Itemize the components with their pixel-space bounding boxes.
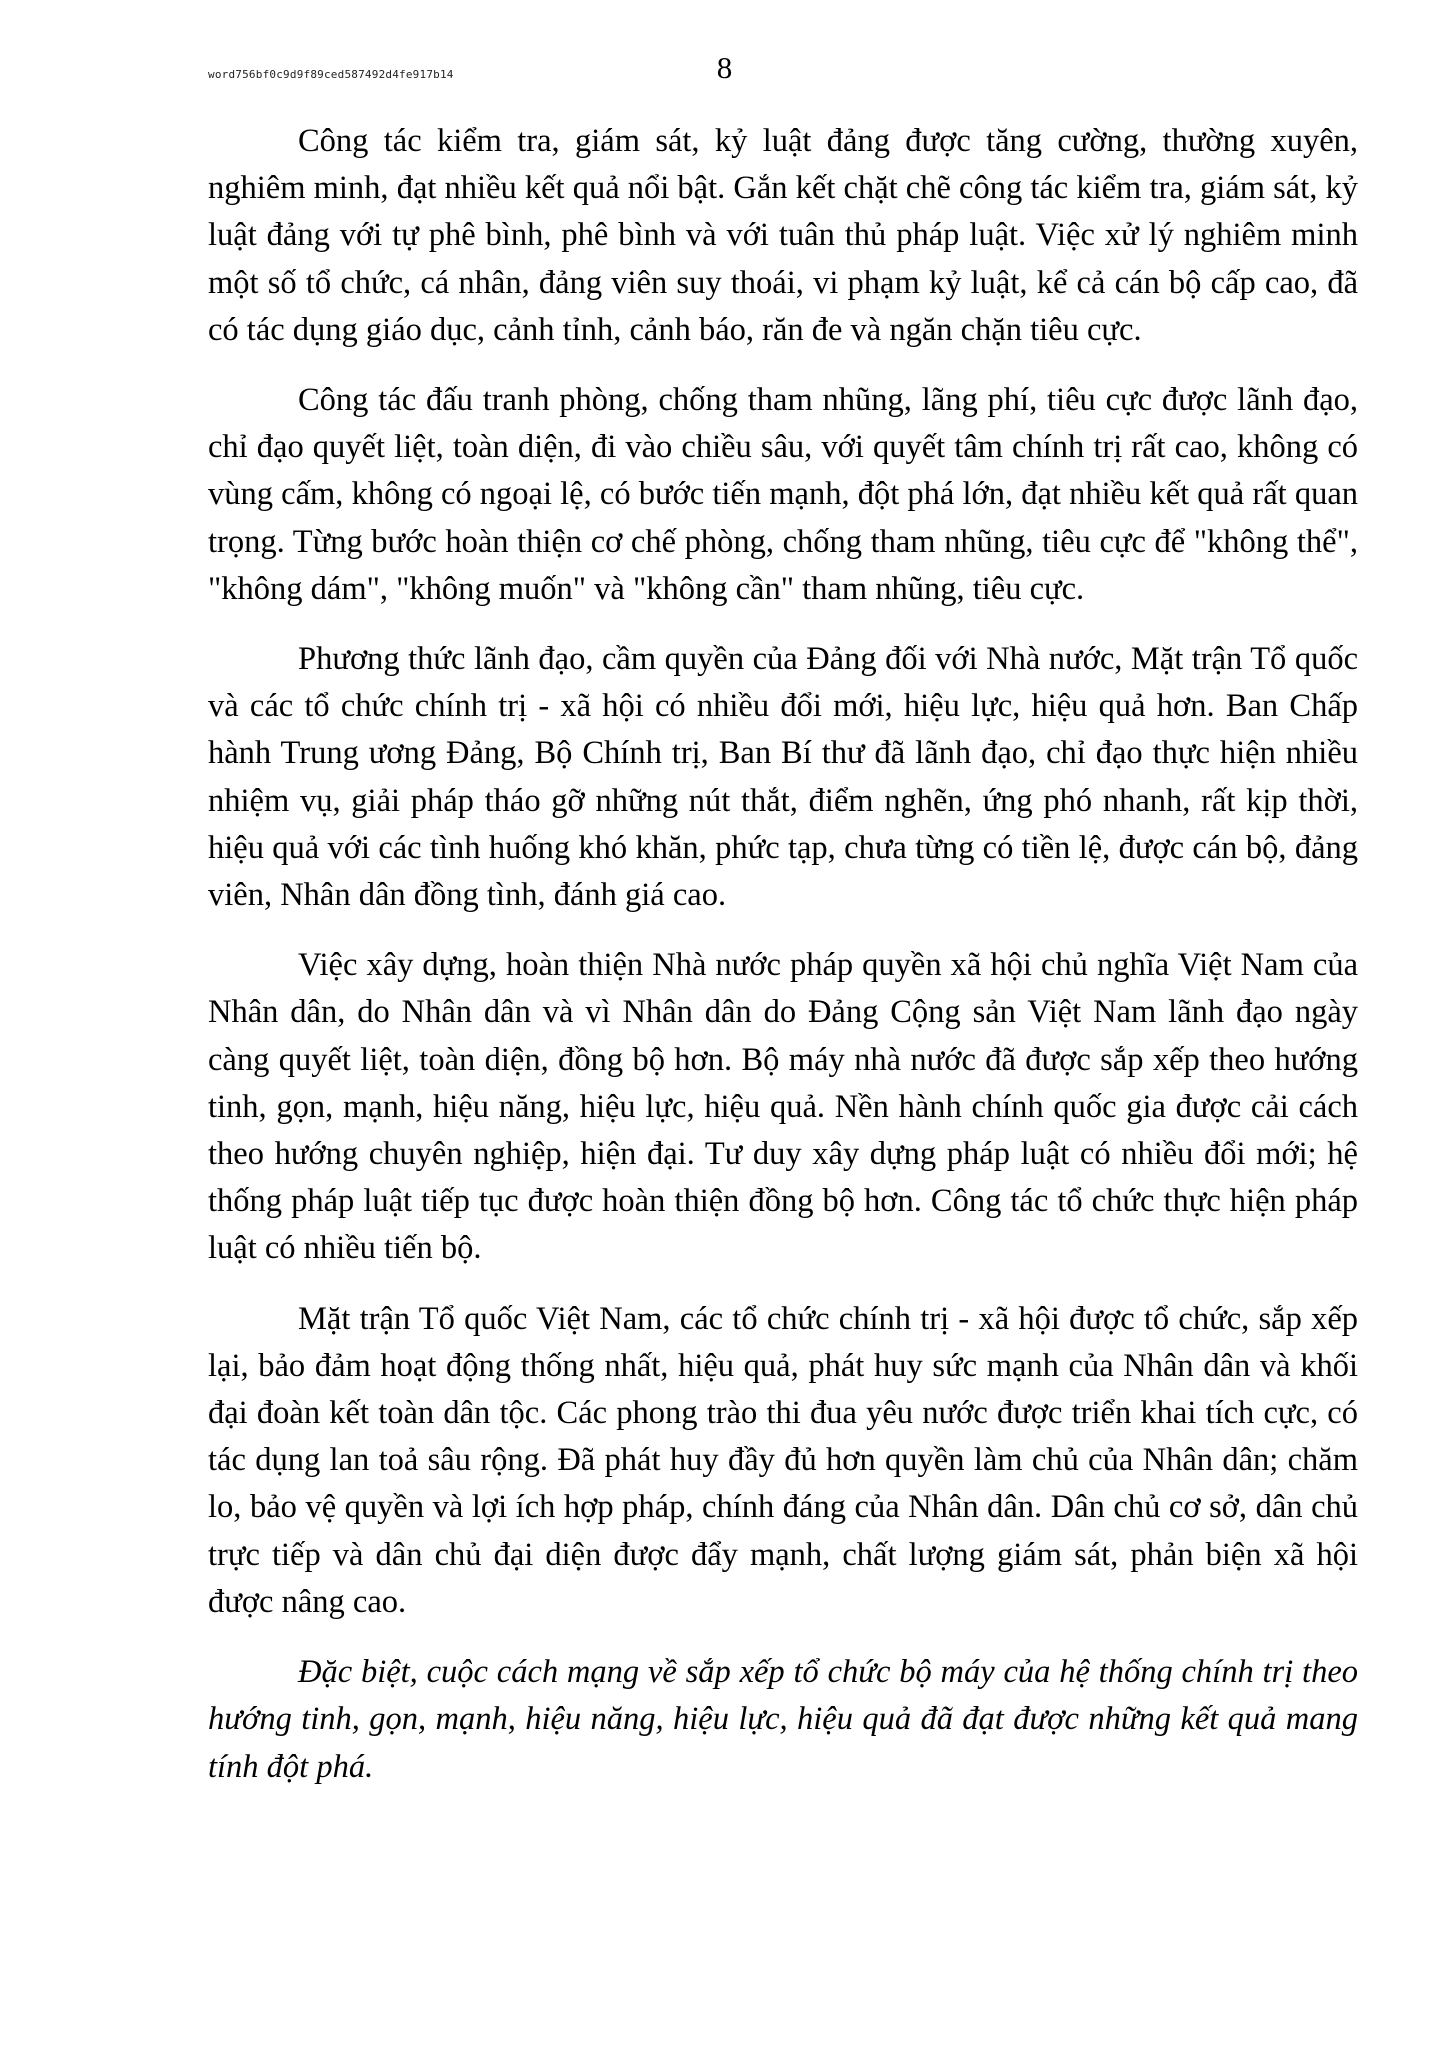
document-id: word756bf0c9d9f89ced587492d4fe917b14 <box>208 68 454 81</box>
paragraph-leadership-method: Phương thức lãnh đạo, cầm quyền của Đảng đối với Nhà nước, Mặt trận Tổ quốc và các tổ chức chính trị - xã hội có nhiều đổi mới, hiệu lực, hiệu quả hơn. Ban Chấp hành Trung ương Đảng, Bộ Chính trị, Ban Bí thư đã lãnh đạo, chỉ đạo thực hiện nhiều nhiệm vụ, giải pháp tháo gỡ những nút thắt, điểm nghẽn, ứng phó nhanh, rất kịp thời, hiệu quả với các tình huống khó khăn, phức tạp, chưa từng có tiền lệ, được cán bộ, đảng viên, Nhân dân đồng tình, đánh giá cao. <box>208 641 1358 914</box>
page-number: 8 <box>716 50 733 85</box>
paragraph-fatherland-front: Mặt trận Tổ quốc Việt Nam, các tổ chức chính trị - xã hội được tổ chức, sắp xếp lại, bảo đảm hoạt động thống nhất, hiệu quả, phát huy sức mạnh của Nhân dân và khối đại đoàn kết toàn dân tộc. Các phong trào thi đua yêu nước được triển khai tích cực, có tác dụng lan toả sâu rộng. Đã phát huy đầy đủ hơn quyền làm chủ của Nhân dân; chăm lo, bảo vệ quyền và lợi ích hợp pháp, chính đáng của Nhân dân. Dân chủ cơ sở, dân chủ trực tiếp và dân chủ đại diện được đẩy mạnh, chất lượng giám sát, phản biện xã hội được nâng cao. <box>208 1300 1358 1620</box>
paragraph-anti-corruption: Công tác đấu tranh phòng, chống tham nhũng, lãng phí, tiêu cực được lãnh đạo, chỉ đạo quyết liệt, toàn diện, đi vào chiều sâu, với quyết tâm chính trị rất cao, không có vùng cấm, không có ngoại lệ, có bước tiến mạnh, đột phá lớn, đạt nhiều kết quả rất quan trọng. Từng bước hoàn thiện cơ chế phòng, chống tham nhũng, tiêu cực để "không thể", "không dám", "không muốn" và "không cần" tham nhũng, tiêu cực. <box>208 382 1358 607</box>
document-body <box>208 118 1358 1814</box>
paragraph-rule-of-law-state: Việc xây dựng, hoàn thiện Nhà nước pháp quyền xã hội chủ nghĩa Việt Nam của Nhân dân, do Nhân dân và vì Nhân dân do Đảng Cộng sản Việt Nam lãnh đạo ngày càng quyết liệt, toàn diện, đồng bộ hơn. Bộ máy nhà nước đã được sắp xếp theo hướng tinh, gọn, mạnh, hiệu năng, hiệu lực, hiệu quả. Nền hành chính quốc gia được cải cách theo hướng chuyên nghiệp, hiện đại. Tư duy xây dựng pháp luật có nhiều đổi mới; hệ thống pháp luật tiếp tục được hoàn thiện đồng bộ hơn. Công tác tổ chức thực hiện pháp luật có nhiều tiến bộ. <box>208 947 1358 1267</box>
paragraph-discipline-inspection: Công tác kiểm tra, giám sát, kỷ luật đảng được tăng cường, thường xuyên, nghiêm minh, đạt nhiều kết quả nổi bật. Gắn kết chặt chẽ công tác kiểm tra, giám sát, kỷ luật đảng với tự phê bình, phê bình và với tuân thủ pháp luật. Việc xử lý nghiêm minh một số tổ chức, cá nhân, đảng viên suy thoái, vi phạm kỷ luật, kể cả cán bộ cấp cao, đã có tác dụng giáo dục, cảnh tỉnh, cảnh báo, răn đe và ngăn chặn tiêu cực. <box>208 123 1358 348</box>
paragraph-special-restructuring: Đặc biệt, cuộc cách mạng về sắp xếp tổ chức bộ máy của hệ thống chính trị theo hướng tinh, gọn, mạnh, hiệu năng, hiệu lực, hiệu quả đã đạt được những kết quả mang tính đột phá. <box>208 1654 1358 1785</box>
